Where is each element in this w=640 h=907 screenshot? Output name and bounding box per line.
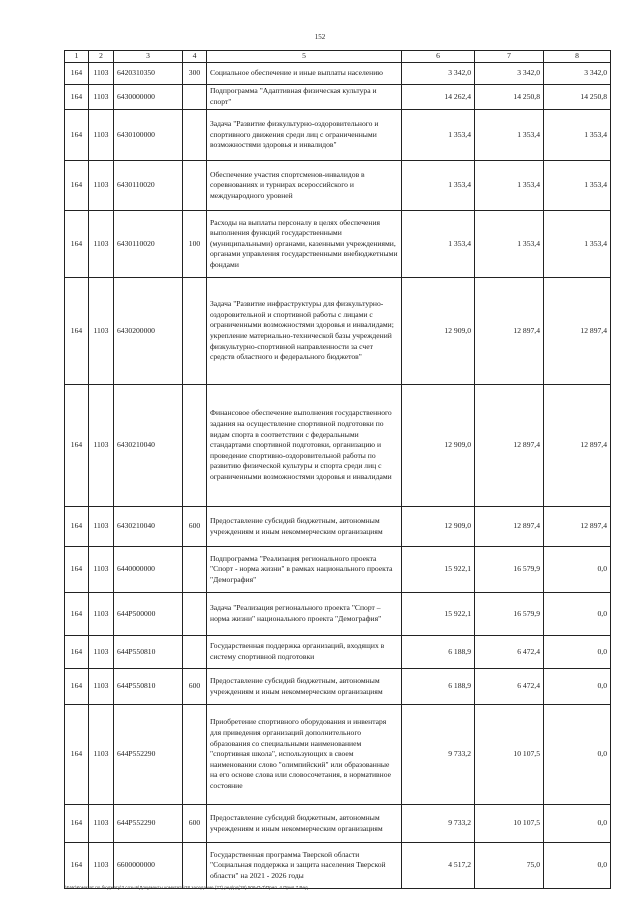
cell-ministry: 164: [65, 211, 89, 278]
table-row: [65, 805, 611, 843]
cell-expense-type: [183, 705, 207, 805]
table-row: [65, 85, 611, 110]
cell-target-code: 6430100000: [114, 110, 183, 161]
cell-ministry: 164: [65, 805, 89, 843]
table-row: [65, 278, 611, 385]
budget-table: [64, 50, 611, 889]
cell-amount-1: 9 733,2: [402, 705, 475, 805]
header-col-8: 8: [544, 51, 611, 63]
cell-description: Предоставление субсидий бюджетным, автономным учреждениям и иным некоммерческим организациям: [207, 805, 402, 843]
cell-amount-3: 3 342,0: [544, 63, 611, 85]
cell-section: 1103: [89, 805, 114, 843]
cell-ministry: 164: [65, 669, 89, 705]
cell-amount-3: 1 353,4: [544, 161, 611, 211]
cell-expense-type: [183, 110, 207, 161]
cell-amount-2: 3 342,0: [475, 63, 544, 85]
cell-ministry: 164: [65, 507, 89, 547]
cell-expense-type: 600: [183, 669, 207, 705]
cell-section: 1103: [89, 211, 114, 278]
cell-amount-1: 12 909,0: [402, 385, 475, 507]
cell-section: 1103: [89, 547, 114, 593]
cell-amount-3: 0,0: [544, 547, 611, 593]
table-row: [65, 547, 611, 593]
cell-description: Задача "Развитие инфраструктуры для физкультурно-оздоровительной и спортивной работы с лицами с ограниченными возможностями здоровья и инвалидами; укрепление материально-технической базы учреждений физкультурно-спортивной направленности за счет средств областного и федерального бюджетов": [207, 278, 402, 385]
cell-amount-3: 12 897,4: [544, 385, 611, 507]
cell-amount-2: 10 107,5: [475, 805, 544, 843]
cell-amount-3: 0,0: [544, 805, 611, 843]
table-row: [65, 669, 611, 705]
cell-description: Финансовое обеспечение выполнения государственного задания на осуществление спортивной подготовки по видам спорта в соответствии с федеральными стандартами спортивной подготовки, организацию и проведение спортивно-оздоровительной работы по развитию физической культуры и спорта среди лиц с ограниченными возможностями здоровья и инвалидами: [207, 385, 402, 507]
cell-amount-1: 1 353,4: [402, 211, 475, 278]
cell-amount-2: 10 107,5: [475, 705, 544, 805]
table-row: [65, 63, 611, 85]
table-row: [65, 843, 611, 889]
table-row: [65, 211, 611, 278]
table-row: [65, 110, 611, 161]
table-row: [65, 636, 611, 669]
cell-description: Расходы на выплаты персоналу в целях обеспечения выполнения функций государственными (муниципальными) органами, казенными учреждениями, органами управления государственными внебюджетными фондами: [207, 211, 402, 278]
cell-amount-1: 1 353,4: [402, 110, 475, 161]
cell-section: 1103: [89, 110, 114, 161]
cell-target-code: 644P550810: [114, 636, 183, 669]
cell-description: Государственная поддержка организаций, входящих в систему спортивной подготовки: [207, 636, 402, 669]
cell-amount-2: 16 579,9: [475, 593, 544, 636]
cell-section: 1103: [89, 669, 114, 705]
cell-amount-3: 14 250,8: [544, 85, 611, 110]
cell-amount-2: 12 897,4: [475, 507, 544, 547]
header-col-4: 4: [183, 51, 207, 63]
cell-expense-type: 100: [183, 211, 207, 278]
cell-ministry: 164: [65, 385, 89, 507]
cell-amount-1: 12 909,0: [402, 278, 475, 385]
cell-amount-2: 12 897,4: [475, 278, 544, 385]
cell-amount-1: 6 188,9: [402, 669, 475, 705]
cell-section: 1103: [89, 385, 114, 507]
cell-target-code: 6440000000: [114, 547, 183, 593]
cell-ministry: 164: [65, 110, 89, 161]
table-row: [65, 507, 611, 547]
cell-amount-3: 1 353,4: [544, 110, 611, 161]
cell-target-code: 644P550810: [114, 669, 183, 705]
cell-amount-3: 0,0: [544, 705, 611, 805]
cell-expense-type: 300: [183, 63, 207, 85]
cell-section: 1103: [89, 85, 114, 110]
cell-section: 1103: [89, 843, 114, 889]
header-col-7: 7: [475, 51, 544, 63]
cell-description: Приобретение спортивного оборудования и инвентаря для приведения организаций дополнительного образования со специальными наименованием "спортивная школа", использующих в своем наименовании слово "олимпийский" или образованные на его основе слова или словосочетания, в нормативное состояние: [207, 705, 402, 805]
cell-ministry: 164: [65, 278, 89, 385]
cell-amount-3: 0,0: [544, 593, 611, 636]
cell-expense-type: [183, 547, 207, 593]
page-number: 152: [314, 33, 326, 41]
cell-amount-3: 1 353,4: [544, 211, 611, 278]
footer-file-path: \\FAK\Комитет по бюджету\3 созыв\Документы комитета\28 заседание (27) ред\рд(28) 506-П-7\Прил. 4 Прил 7 Вед: [64, 885, 308, 890]
cell-amount-2: 12 897,4: [475, 385, 544, 507]
cell-amount-2: 1 353,4: [475, 211, 544, 278]
cell-target-code: 6430200000: [114, 278, 183, 385]
header-col-5: 5: [207, 51, 402, 63]
cell-amount-1: 3 342,0: [402, 63, 475, 85]
cell-target-code: 644P552290: [114, 805, 183, 843]
cell-ministry: 164: [65, 63, 89, 85]
header-col-6: 6: [402, 51, 475, 63]
cell-description: Задача "Развитие физкультурно-оздоровительного и спортивного движения среди лиц с ограниченными возможностями здоровья и инвалидов": [207, 110, 402, 161]
cell-amount-3: 12 897,4: [544, 278, 611, 385]
cell-amount-1: 15 922,1: [402, 593, 475, 636]
cell-target-code: 6430210040: [114, 507, 183, 547]
cell-ministry: 164: [65, 593, 89, 636]
cell-expense-type: [183, 278, 207, 385]
table-row: [65, 705, 611, 805]
header-col-3: 3: [114, 51, 183, 63]
cell-ministry: 164: [65, 547, 89, 593]
header-col-2: 2: [89, 51, 114, 63]
table-row: [65, 385, 611, 507]
cell-amount-2: 1 353,4: [475, 110, 544, 161]
cell-amount-3: 0,0: [544, 636, 611, 669]
cell-ministry: 164: [65, 85, 89, 110]
cell-amount-2: 16 579,9: [475, 547, 544, 593]
cell-description: Предоставление субсидий бюджетным, автономным учреждениям и иным некоммерческим организациям: [207, 507, 402, 547]
cell-amount-3: 0,0: [544, 843, 611, 889]
cell-description: Обеспечение участия спортсменов-инвалидов в соревнованиях и турнирах всероссийского и международного уровней: [207, 161, 402, 211]
cell-target-code: 6430110020: [114, 211, 183, 278]
cell-description: Задача "Реализация регионального проекта "Спорт – норма жизни" национального проекта "Демография": [207, 593, 402, 636]
cell-amount-2: 6 472,4: [475, 636, 544, 669]
cell-expense-type: [183, 593, 207, 636]
cell-amount-2: 1 353,4: [475, 161, 544, 211]
cell-amount-2: 75,0: [475, 843, 544, 889]
cell-section: 1103: [89, 636, 114, 669]
cell-amount-2: 14 250,8: [475, 85, 544, 110]
cell-amount-1: 12 909,0: [402, 507, 475, 547]
cell-expense-type: [183, 161, 207, 211]
cell-amount-1: 6 188,9: [402, 636, 475, 669]
cell-section: 1103: [89, 593, 114, 636]
cell-ministry: 164: [65, 636, 89, 669]
cell-expense-type: [183, 843, 207, 889]
cell-description: Предоставление субсидий бюджетным, автономным учреждениям и иным некоммерческим организациям: [207, 669, 402, 705]
cell-section: 1103: [89, 507, 114, 547]
cell-section: 1103: [89, 161, 114, 211]
header-col-1: 1: [65, 51, 89, 63]
cell-amount-1: 9 733,2: [402, 805, 475, 843]
cell-target-code: 644P552290: [114, 705, 183, 805]
cell-section: 1103: [89, 705, 114, 805]
cell-amount-1: 15 922,1: [402, 547, 475, 593]
cell-description: Социальное обеспечение и иные выплаты населению: [207, 63, 402, 85]
cell-section: 1103: [89, 63, 114, 85]
cell-section: 1103: [89, 278, 114, 385]
cell-expense-type: [183, 636, 207, 669]
cell-target-code: 644P500000: [114, 593, 183, 636]
cell-expense-type: 600: [183, 507, 207, 547]
cell-expense-type: 600: [183, 805, 207, 843]
cell-description: Подпрограмма "Адаптивная физическая культура и спорт": [207, 85, 402, 110]
table-header: [65, 51, 611, 63]
cell-description: Государственная программа Тверской области "Социальная поддержка и защита населения Тверской области" на 2021 - 2026 годы: [207, 843, 402, 889]
cell-target-code: 6430000000: [114, 85, 183, 110]
cell-ministry: 164: [65, 705, 89, 805]
cell-expense-type: [183, 85, 207, 110]
cell-amount-3: 0,0: [544, 669, 611, 705]
cell-amount-2: 6 472,4: [475, 669, 544, 705]
cell-target-code: 6430110020: [114, 161, 183, 211]
table-row: [65, 593, 611, 636]
cell-target-code: 6430210040: [114, 385, 183, 507]
cell-target-code: 6420310350: [114, 63, 183, 85]
cell-ministry: 164: [65, 161, 89, 211]
cell-amount-1: 4 517,2: [402, 843, 475, 889]
cell-amount-1: 14 262,4: [402, 85, 475, 110]
cell-amount-1: 1 353,4: [402, 161, 475, 211]
cell-amount-3: 12 897,4: [544, 507, 611, 547]
cell-description: Подпрограмма "Реализация регионального проекта "Спорт - норма жизни" в рамках национального проекта "Демография": [207, 547, 402, 593]
cell-expense-type: [183, 385, 207, 507]
cell-target-code: 6600000000: [114, 843, 183, 889]
table-row: [65, 161, 611, 211]
cell-ministry: 164: [65, 843, 89, 889]
